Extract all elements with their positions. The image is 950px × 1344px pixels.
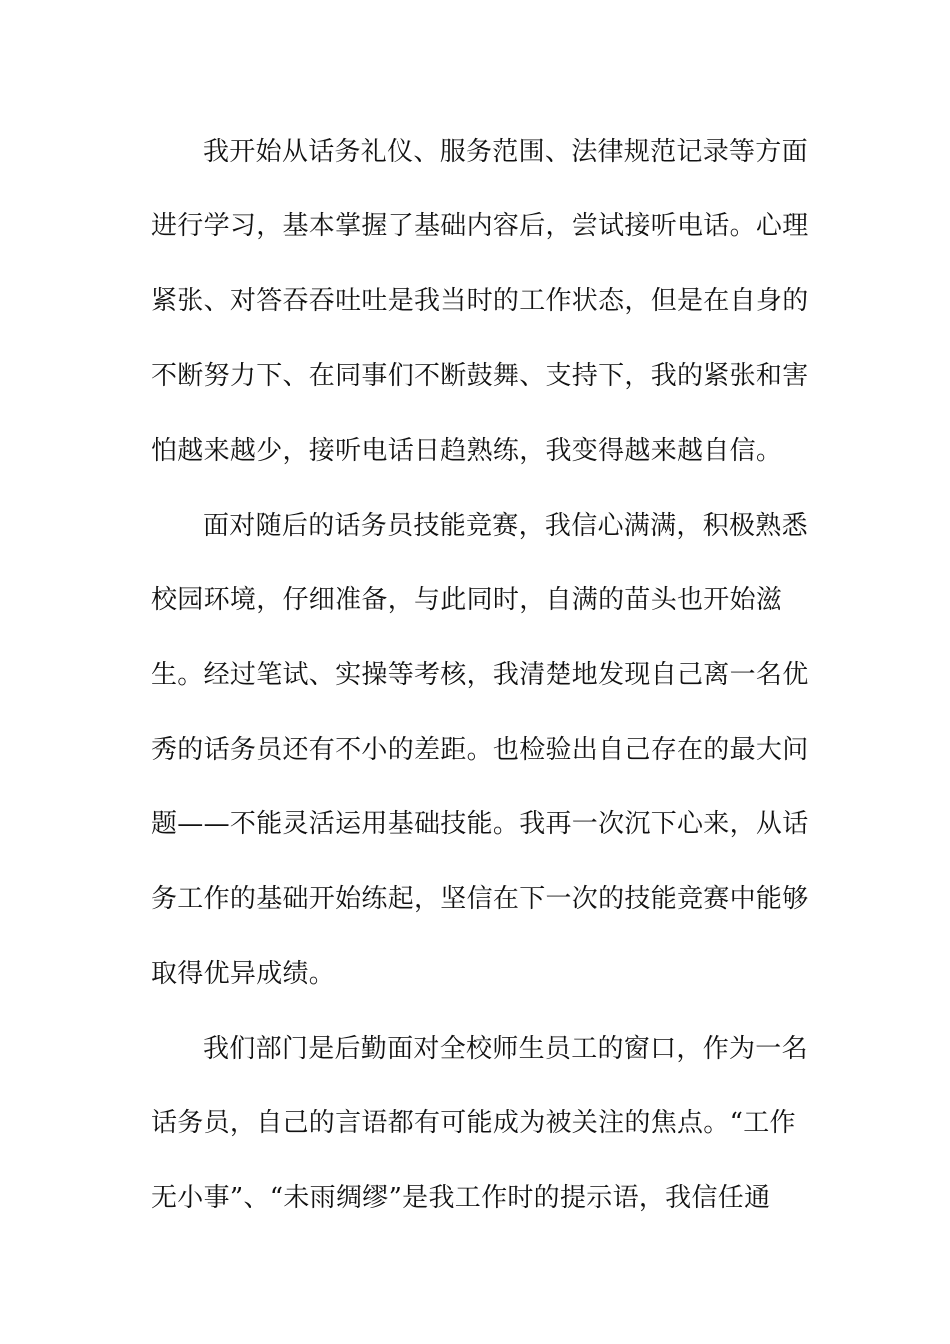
text-line: 生。经过笔试、实操等考核，我清楚地发现自己离一名优: [151, 660, 809, 690]
text-line: 我开始从话务礼仪、服务范围、法律规范记录等方面: [203, 137, 808, 167]
text-line: 话务员，自己的言语都有可能成为被关注的焦点。“工作: [151, 1108, 796, 1138]
text-line: 紧张、对答吞吞吐吐是我当时的工作状态，但是在自身的: [151, 286, 809, 316]
text-line: 取得优异成绩。: [151, 959, 336, 989]
text-line: 题——不能灵活运用基础技能。我再一次沉下心来，从话: [151, 809, 809, 839]
text-line: 校园环境，仔细准备，与此同时，自满的苗头也开始滋: [151, 585, 783, 615]
text-line: 务工作的基础开始练起，坚信在下一次的技能竞赛中能够: [151, 884, 809, 914]
text-line: 秀的话务员还有不小的差距。也检验出自己存在的最大问: [151, 735, 809, 765]
text-line: 我们部门是后勤面对全校师生员工的窗口，作为一名: [203, 1034, 808, 1064]
text-line: 进行学习，基本掌握了基础内容后，尝试接听电话。心理: [151, 211, 809, 241]
text-line: 不断努力下、在同事们不断鼓舞、支持下，我的紧张和害: [151, 361, 809, 391]
text-line: 面对随后的话务员技能竞赛，我信心满满，积极熟悉: [203, 511, 808, 541]
text-line: 怕越来越少，接听电话日趋熟练，我变得越来越自信。: [151, 436, 783, 466]
text-line: 无小事”、“未雨绸缪”是我工作时的提示语，我信任通: [151, 1183, 771, 1213]
